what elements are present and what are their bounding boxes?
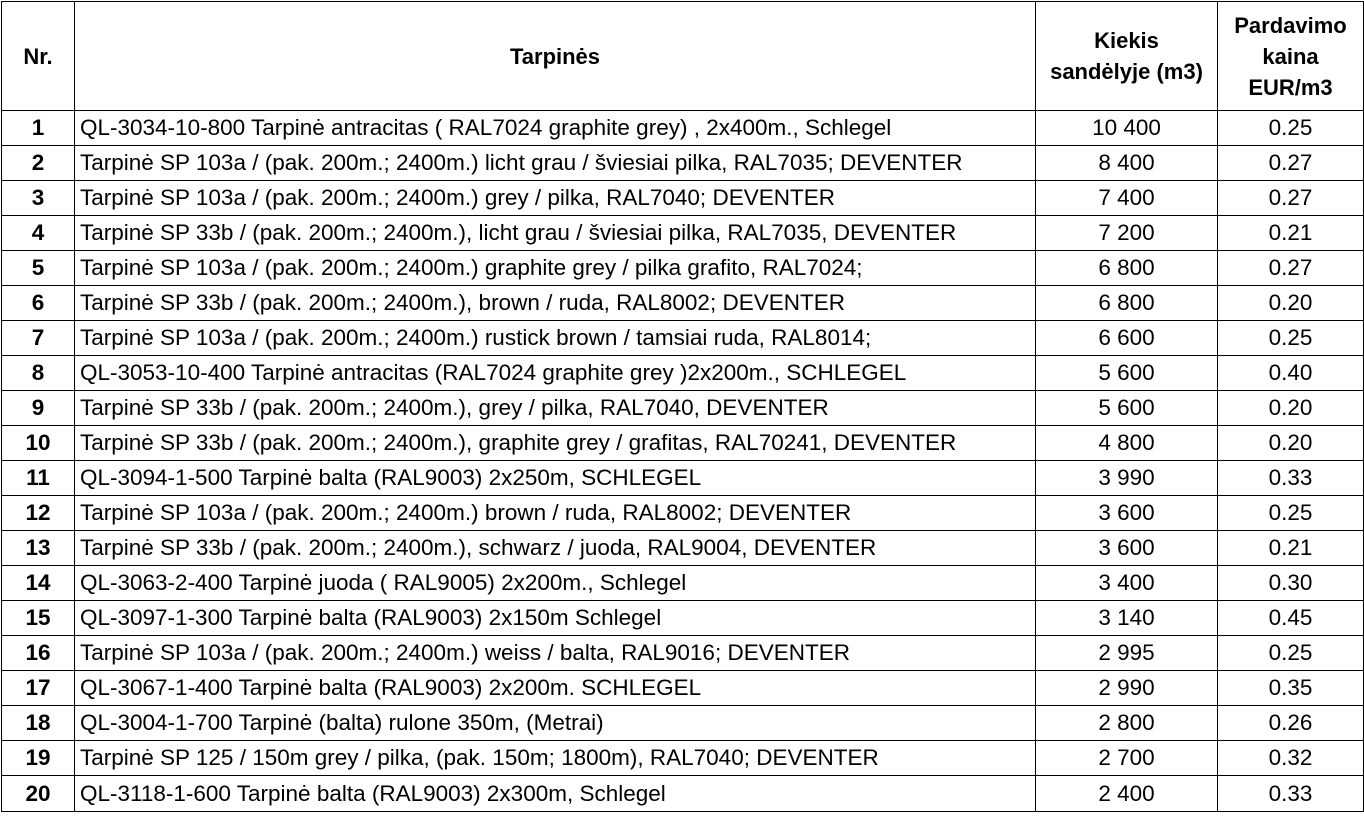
cell-nr: 19 xyxy=(2,741,75,776)
table-row xyxy=(2,111,1364,146)
table-row xyxy=(2,146,1364,181)
header-price xyxy=(1218,2,1364,111)
header-price-line-3: EUR/m3 xyxy=(1248,74,1333,100)
cell-name: QL-3034-10-800 Tarpinė antracitas ( RAL7024 graphite grey) , 2x400m., Schlegel xyxy=(75,111,1036,146)
cell-name: Tarpinė SP 125 / 150m grey / pilka, (pak. 150m; 1800m), RAL7040; DEVENTER xyxy=(75,741,1036,776)
cell-nr: 14 xyxy=(2,566,75,601)
cell-nr: 2 xyxy=(2,146,75,181)
table-row xyxy=(2,356,1364,391)
cell-nr: 7 xyxy=(2,321,75,356)
cell-nr: 4 xyxy=(2,216,75,251)
cell-price: 0.45 xyxy=(1218,601,1364,636)
cell-nr: 8 xyxy=(2,356,75,391)
table-row xyxy=(2,391,1364,426)
cell-qty: 8 400 xyxy=(1036,146,1218,181)
cell-nr: 16 xyxy=(2,636,75,671)
cell-name: QL-3118-1-600 Tarpinė balta (RAL9003) 2x300m, Schlegel xyxy=(75,776,1036,812)
cell-nr: 10 xyxy=(2,426,75,461)
cell-nr: 3 xyxy=(2,181,75,216)
cell-nr: 15 xyxy=(2,601,75,636)
cell-price: 0.20 xyxy=(1218,426,1364,461)
cell-nr: 9 xyxy=(2,391,75,426)
cell-name: Tarpinė SP 103a / (pak. 200m.; 2400m.) weiss / balta, RAL9016; DEVENTER xyxy=(75,636,1036,671)
cell-name: QL-3063-2-400 Tarpinė juoda ( RAL9005) 2x200m., Schlegel xyxy=(75,566,1036,601)
header-price-line-1: Pardavimo xyxy=(1234,12,1347,38)
cell-qty: 3 400 xyxy=(1036,566,1218,601)
cell-nr: 18 xyxy=(2,706,75,741)
cell-nr: 17 xyxy=(2,671,75,706)
cell-nr: 1 xyxy=(2,111,75,146)
cell-name: Tarpinė SP 33b / (pak. 200m.; 2400m.), graphite grey / grafitas, RAL70241, DEVENTER xyxy=(75,426,1036,461)
cell-price: 0.27 xyxy=(1218,181,1364,216)
cell-qty: 3 140 xyxy=(1036,601,1218,636)
cell-name: Tarpinė SP 33b / (pak. 200m.; 2400m.), brown / ruda, RAL8002; DEVENTER xyxy=(75,286,1036,321)
cell-price: 0.40 xyxy=(1218,356,1364,391)
cell-name: Tarpinė SP 103a / (pak. 200m.; 2400m.) brown / ruda, RAL8002; DEVENTER xyxy=(75,496,1036,531)
table-row xyxy=(2,601,1364,636)
cell-price: 0.33 xyxy=(1218,461,1364,496)
cell-nr: 6 xyxy=(2,286,75,321)
cell-price: 0.27 xyxy=(1218,251,1364,286)
table-row xyxy=(2,671,1364,706)
header-name: Tarpinės xyxy=(75,2,1036,111)
cell-qty: 5 600 xyxy=(1036,391,1218,426)
table-row xyxy=(2,531,1364,566)
cell-nr: 5 xyxy=(2,251,75,286)
table-row xyxy=(2,496,1364,531)
table-row xyxy=(2,741,1364,776)
cell-qty: 4 800 xyxy=(1036,426,1218,461)
header-qty-line-1: Kiekis xyxy=(1094,28,1159,53)
table-row xyxy=(2,461,1364,496)
cell-qty: 6 800 xyxy=(1036,251,1218,286)
cell-nr: 13 xyxy=(2,531,75,566)
table-row xyxy=(2,776,1364,812)
table-row xyxy=(2,566,1364,601)
cell-name: QL-3004-1-700 Tarpinė (balta) rulone 350m, (Metrai) xyxy=(75,706,1036,741)
table-row xyxy=(2,321,1364,356)
cell-price: 0.20 xyxy=(1218,286,1364,321)
cell-qty: 2 990 xyxy=(1036,671,1218,706)
cell-price: 0.25 xyxy=(1218,321,1364,356)
cell-qty: 3 990 xyxy=(1036,461,1218,496)
cell-price: 0.21 xyxy=(1218,216,1364,251)
cell-price: 0.33 xyxy=(1218,776,1364,812)
cell-qty: 3 600 xyxy=(1036,496,1218,531)
cell-qty: 10 400 xyxy=(1036,111,1218,146)
cell-qty: 6 600 xyxy=(1036,321,1218,356)
cell-name: Tarpinė SP 33b / (pak. 200m.; 2400m.), licht grau / šviesiai pilka, RAL7035, DEVENTER xyxy=(75,216,1036,251)
cell-name: Tarpinė SP 103a / (pak. 200m.; 2400m.) rustick brown / tamsiai ruda, RAL8014; xyxy=(75,321,1036,356)
cell-nr: 12 xyxy=(2,496,75,531)
table-row xyxy=(2,706,1364,741)
cell-qty: 3 600 xyxy=(1036,531,1218,566)
header-qty-line-2: sandėlyje (m3) xyxy=(1050,59,1203,84)
cell-price: 0.25 xyxy=(1218,496,1364,531)
cell-price: 0.32 xyxy=(1218,741,1364,776)
cell-price: 0.26 xyxy=(1218,706,1364,741)
cell-qty: 6 800 xyxy=(1036,286,1218,321)
cell-price: 0.20 xyxy=(1218,391,1364,426)
cell-qty: 5 600 xyxy=(1036,356,1218,391)
cell-qty: 2 800 xyxy=(1036,706,1218,741)
cell-nr: 20 xyxy=(2,776,75,812)
cell-qty: 2 400 xyxy=(1036,776,1218,812)
cell-price: 0.25 xyxy=(1218,636,1364,671)
cell-qty: 2 995 xyxy=(1036,636,1218,671)
cell-nr: 11 xyxy=(2,461,75,496)
header-qty xyxy=(1036,2,1218,111)
cell-price: 0.27 xyxy=(1218,146,1364,181)
cell-name: QL-3097-1-300 Tarpinė balta (RAL9003) 2x150m Schlegel xyxy=(75,601,1036,636)
cell-name: QL-3067-1-400 Tarpinė balta (RAL9003) 2x200m. SCHLEGEL xyxy=(75,671,1036,706)
table-row xyxy=(2,216,1364,251)
cell-name: QL-3053-10-400 Tarpinė antracitas (RAL7024 graphite grey )2x200m., SCHLEGEL xyxy=(75,356,1036,391)
cell-price: 0.30 xyxy=(1218,566,1364,601)
table-row xyxy=(2,181,1364,216)
cell-qty: 2 700 xyxy=(1036,741,1218,776)
table-row xyxy=(2,426,1364,461)
stock-table xyxy=(1,1,1364,812)
cell-name: Tarpinė SP 103a / (pak. 200m.; 2400m.) licht grau / šviesiai pilka, RAL7035; DEVENTER xyxy=(75,146,1036,181)
table-row xyxy=(2,286,1364,321)
cell-price: 0.35 xyxy=(1218,671,1364,706)
cell-name: Tarpinė SP 33b / (pak. 200m.; 2400m.), schwarz / juoda, RAL9004, DEVENTER xyxy=(75,531,1036,566)
header-price-line-2: kaina xyxy=(1262,43,1319,69)
table-row xyxy=(2,251,1364,286)
table-row xyxy=(2,636,1364,671)
table-body xyxy=(2,111,1364,812)
header-row xyxy=(2,2,1364,111)
cell-name: Tarpinė SP 103a / (pak. 200m.; 2400m.) graphite grey / pilka grafito, RAL7024; xyxy=(75,251,1036,286)
cell-name: Tarpinė SP 103a / (pak. 200m.; 2400m.) grey / pilka, RAL7040; DEVENTER xyxy=(75,181,1036,216)
cell-price: 0.21 xyxy=(1218,531,1364,566)
cell-name: QL-3094-1-500 Tarpinė balta (RAL9003) 2x250m, SCHLEGEL xyxy=(75,461,1036,496)
cell-qty: 7 400 xyxy=(1036,181,1218,216)
cell-name: Tarpinė SP 33b / (pak. 200m.; 2400m.), grey / pilka, RAL7040, DEVENTER xyxy=(75,391,1036,426)
header-nr: Nr. xyxy=(2,2,75,111)
cell-qty: 7 200 xyxy=(1036,216,1218,251)
cell-price: 0.25 xyxy=(1218,111,1364,146)
